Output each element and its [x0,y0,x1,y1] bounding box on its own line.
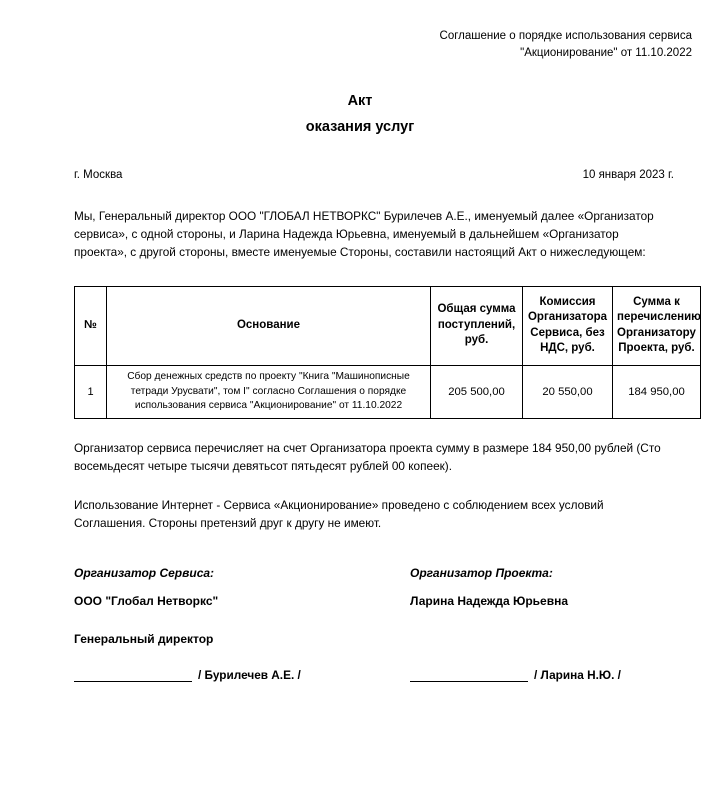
table-row [75,365,701,418]
signature-names [28,594,692,608]
date-label: 10 января 2023 г. [582,168,674,181]
table-header-row [75,286,701,365]
page-title-sub: оказания услуг [305,119,415,136]
page-title-main: Акт [347,93,373,110]
signature-name-left: ООО "Глобал Нетворкс" [74,594,219,609]
column-header-commission: Комиссия Организатора Сервиса, без НДС, руб. [523,286,613,365]
page-title [28,91,692,139]
cell-total: 205 500,00 [431,365,523,418]
column-header-number: № [75,286,107,365]
place-date-row [28,169,692,181]
cell-basis: Сбор денежных средств по проекту "Книга "Машинописные тетради Урусвати", том I" согласно Соглашения о порядке использования сервиса "Акционирование" от 11.10.2022 [107,365,431,418]
signature-rule-left [74,670,192,682]
signature-caption-left: / Бурилечев А.Е. / [198,668,301,683]
column-header-total: Общая сумма поступлений, руб. [431,286,523,365]
signature-line-left-group [74,668,410,682]
agreement-reference-line1: Соглашение о порядке использования сервиса [439,30,692,42]
signature-headings [28,566,692,580]
signature-role-left: Генеральный директор [74,632,214,647]
cell-number: 1 [75,365,107,418]
services-table [74,286,701,419]
signature-heading-right: Организатор Проекта: [410,566,553,581]
cell-payout: 184 950,00 [613,365,701,418]
signature-heading-left: Организатор Сервиса: [74,566,215,581]
cell-commission: 20 550,00 [523,365,613,418]
payout-paragraph: Организатор сервиса перечисляет на счет Организатора проекта сумму в размере 184 950,00 рублей (Сто восемьдесят четыре тысячи девятьсот пятьдесят рублей 00 копеек). [74,441,661,474]
signature-lines [28,668,692,682]
signature-line-right-group [410,668,621,682]
intro-paragraph: Мы, Генеральный директор ООО "ГЛОБАЛ НЕТВОРКС" Бурилечев А.Е., именуемый далее «Организатор сервиса», с одной стороны, и Ларина Надежда Юрьевна, именуемый в дальнейшем «Организатор проекта», с другой стороны, вместе именуемые Стороны, составили настоящий Акт о нижеследующем: [74,208,654,260]
signature-rule-right [410,670,528,682]
signature-name-right: Ларина Надежда Юрьевна [410,594,569,609]
column-header-basis: Основание [107,286,431,365]
signature-caption-right: / Ларина Н.Ю. / [534,668,621,683]
city-label: г. Москва [74,168,123,181]
no-claims-paragraph: Использование Интернет - Сервиса «Акционирование» проведено с соблюдением всех условий Соглашения. Стороны претензий друг к другу не имеют. [74,497,604,530]
column-header-payout: Сумма к перечислению Организатору Проекта, руб. [613,286,701,365]
agreement-reference [362,28,692,61]
agreement-reference-line2: "Акционирование" от 11.10.2022 [520,46,692,59]
